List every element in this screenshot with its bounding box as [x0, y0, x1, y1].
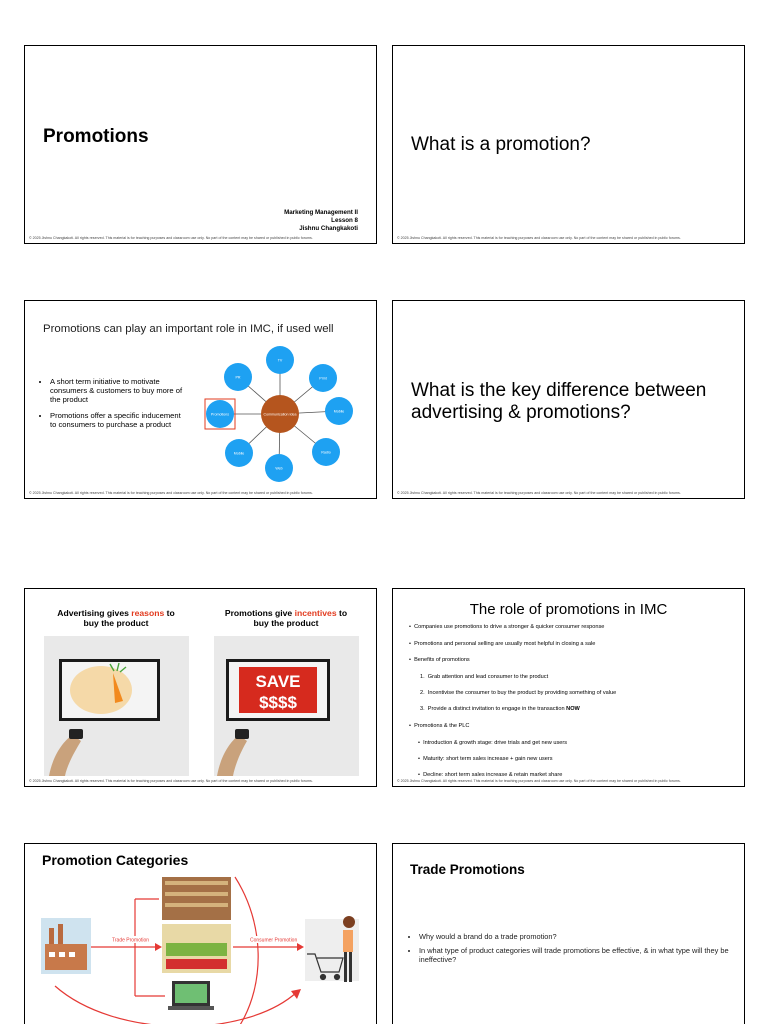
list-item: • Benefits of promotions [409, 657, 470, 663]
caption-highlight: reasons [131, 608, 165, 618]
list-item: • Companies use promotions to drive a stronger & quicker consumer response [409, 624, 605, 630]
slide-promotions-title [24, 45, 377, 244]
slide-question: What is a promotion? [411, 134, 591, 155]
carrot-bubble [70, 666, 132, 714]
caption-text: buy the product [83, 618, 149, 628]
caption-text: Promotions give [224, 608, 295, 618]
list-item: 3. Provide a distinct invitation to engage in the transaction NOW [420, 706, 580, 712]
save-word: SAVE [255, 672, 301, 691]
bullet-item: • Why would a brand do a trade promotion? [419, 932, 737, 941]
laptop-icon [168, 981, 214, 1010]
lesson-number: Lesson 8 [331, 217, 358, 224]
list-item: • Maturity: short term sales increase + gain new users [418, 756, 553, 762]
node-label: TV [277, 358, 283, 363]
slide-trade-promotions [392, 843, 745, 1024]
question-line: advertising & promotions? [411, 402, 631, 423]
node-label: Mobile [233, 451, 245, 456]
question-line: What is the key difference between [411, 380, 707, 401]
right-remote-icon [235, 729, 249, 739]
slide-title: Promotions [43, 126, 149, 147]
course-credit [284, 209, 358, 233]
list-item: • Promotions & the PLC [409, 723, 470, 729]
caption-text: Advertising gives [57, 608, 132, 618]
slide-ad-vs-promo [392, 300, 745, 499]
slide-what-is-promotion [392, 45, 745, 244]
list-item: 2. Incentivise the consumer to buy the product by providing something of value [420, 690, 617, 696]
course-name: Marketing Management II [284, 209, 358, 216]
hub-label: Communication Idea [263, 412, 297, 417]
author-name: Jishnu Changkakoti [299, 225, 358, 232]
slide-promotion-categories [24, 843, 377, 1024]
slide-role-of-promotions [392, 588, 745, 787]
retail-shelf-photo [162, 877, 231, 920]
node-label: Promotions [210, 412, 230, 417]
slide-title: The role of promotions in IMC [469, 601, 668, 618]
bullet-item: • Promotions offer a specific inducement to consumers to purchase a product [50, 411, 188, 429]
copyright-footer: © 2025 Jishnu Changkakoti. All rights reserved. This material is for teaching purposes and classroom use only. No part of the content may be shared or published in public forums. [397, 779, 681, 783]
caption-highlight: incentives [294, 608, 337, 618]
bullet-list [409, 932, 737, 969]
copyright-footer: © 2025 Jishnu Changkakoti. All rights reserved. This material is for teaching purposes and classroom use only. No part of the content may be shared or published in public forums. [29, 779, 313, 783]
slide-title: Promotion Categories [42, 852, 189, 868]
bullet-item: • A short term initiative to motivate consumers & customers to buy more of the product [50, 377, 188, 404]
node-label: Web [275, 466, 283, 471]
node-label: Print [319, 376, 327, 381]
slide-question [411, 380, 706, 424]
imc-spoke-diagram [25, 301, 377, 499]
node-label: Mobile [333, 409, 345, 414]
bullet-item: • In what type of product categories will trade promotions be effective, & in what type will they be ineffective? [419, 946, 737, 964]
copyright-footer: © 2025 Jishnu Changkakoti. All rights reserved. This material is for teaching purposes and classroom use only. No part of the content may be shared or published in public forums. [29, 236, 313, 240]
save-dollars: $$$$ [259, 693, 297, 712]
slide-title: Promotions can play an important role in IMC, if used well [43, 323, 334, 335]
list-item: • Decline: short term sales increase & retain market share [418, 772, 563, 778]
factory-icon [41, 918, 91, 974]
trade-promotion-label: Trade Promotion [112, 937, 150, 944]
node-label: Radio [321, 450, 331, 455]
consumer-promotion-label: Consumer Promotion [250, 937, 298, 944]
promotion-flow-diagram [25, 844, 377, 1024]
list-item: • Promotions and personal selling are usually most helpful in closing a sale [409, 641, 596, 647]
node-label: PR [235, 375, 241, 380]
copyright-footer: © 2025 Jishnu Changkakoti. All rights reserved. This material is for teaching purposes and classroom use only. No part of the content may be shared or published in public forums. [397, 236, 681, 240]
slide-reasons-incentives [24, 588, 377, 787]
list-item: • Introduction & growth stage: drive trials and get new users [418, 740, 568, 746]
supermarket-photo [162, 924, 231, 973]
tv-photos [25, 589, 377, 787]
caption-text: to [336, 608, 348, 618]
copyright-footer: © 2025 Jishnu Changkakoti. All rights reserved. This material is for teaching purposes and classroom use only. No part of the content may be shared or published in public forums. [397, 491, 681, 495]
left-remote-icon [69, 729, 83, 739]
list-item: 1. Grab attention and lead consumer to the product [420, 674, 549, 680]
slide-imc-role [24, 300, 377, 499]
caption-text: to [164, 608, 175, 618]
slide-title: Trade Promotions [410, 862, 525, 877]
caption-text: buy the product [253, 618, 319, 628]
copyright-footer: © 2025 Jishnu Changkakoti. All rights reserved. This material is for teaching purposes and classroom use only. No part of the content may be shared or published in public forums. [29, 491, 313, 495]
